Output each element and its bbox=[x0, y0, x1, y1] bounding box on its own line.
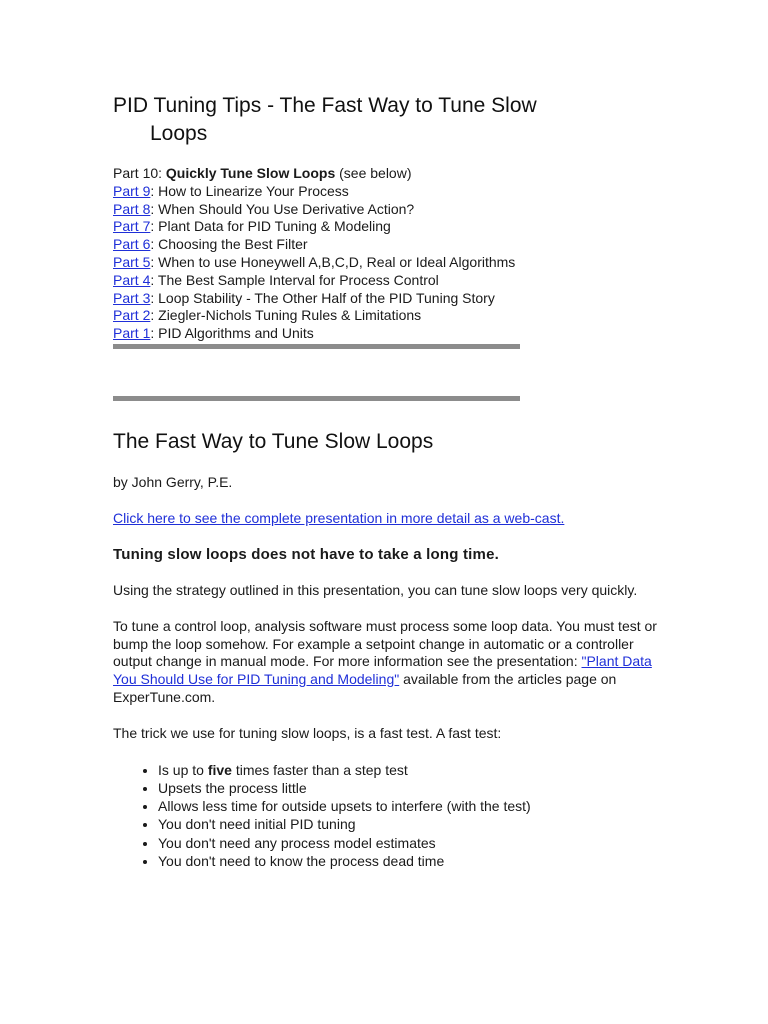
current-part-title: Quickly Tune Slow Loops bbox=[165, 165, 336, 181]
part-5-text: : When to use Honeywell A,B,C,D, Real or Ideal Algorithms bbox=[150, 253, 516, 270]
fast-test-benefits-list bbox=[113, 761, 673, 871]
list-item: • You don't need any process model estimates bbox=[158, 834, 673, 852]
parts-nav-current bbox=[113, 165, 673, 183]
part-5-link[interactable]: Part 5 bbox=[113, 253, 151, 270]
article-subheading: Tuning slow loops does not have to take a long time. bbox=[113, 545, 499, 563]
horizontal-divider bbox=[113, 396, 520, 401]
part-8-link[interactable]: Part 8 bbox=[113, 200, 151, 217]
part-6-text: : Choosing the Best Filter bbox=[150, 236, 308, 253]
paragraph-analysis-text: To tune a control loop, analysis software must process some loop data. You must test or bump the loop somehow. For example a setpoint change in automatic or a controller output change in manual mode. For more information see the presentation: bbox=[113, 617, 657, 670]
webcast-link[interactable]: Click here to see the complete presentation in more detail as a web-cast. bbox=[113, 509, 565, 526]
page-title bbox=[113, 92, 673, 148]
part-2-link[interactable]: Part 2 bbox=[113, 307, 151, 324]
current-part-suffix: (see below) bbox=[335, 165, 412, 181]
list-item-bold-text: five bbox=[207, 761, 232, 778]
paragraph-analysis-text-end: available from the articles page on ExperTune.com. bbox=[113, 671, 617, 705]
parts-nav-item-8 bbox=[113, 201, 673, 219]
list-item bbox=[158, 761, 673, 779]
article-heading: The Fast Way to Tune Slow Loops bbox=[113, 429, 434, 453]
parts-nav-item-1 bbox=[113, 325, 673, 343]
part-7-link[interactable]: Part 7 bbox=[113, 218, 151, 235]
part-4-link[interactable]: Part 4 bbox=[113, 271, 151, 288]
part-7-text: : Plant Data for PID Tuning & Modeling bbox=[150, 218, 391, 235]
list-item: • You don't need to know the process dead time bbox=[158, 852, 673, 870]
article-byline: by John Gerry, P.E. bbox=[113, 473, 233, 490]
parts-nav-item-5 bbox=[113, 254, 673, 272]
parts-nav-item-4 bbox=[113, 272, 673, 290]
list-item: • You don't need initial PID tuning bbox=[158, 815, 673, 833]
paragraph-fast-test: The trick we use for tuning slow loops, is a fast test. A fast test: bbox=[113, 724, 502, 741]
parts-nav-item-7 bbox=[113, 218, 673, 236]
part-6-link[interactable]: Part 6 bbox=[113, 236, 151, 253]
paragraph-analysis bbox=[113, 618, 661, 707]
plant-data-presentation-link[interactable]: "Plant Data You Should Use for PID Tuning and Modeling" bbox=[113, 653, 652, 688]
part-2-text: : Ziegler-Nichols Tuning Rules & Limitations bbox=[150, 307, 422, 324]
list-item: • Upsets the process little bbox=[158, 779, 673, 797]
part-1-link[interactable]: Part 1 bbox=[113, 325, 151, 342]
list-item-text: Is up to bbox=[158, 761, 208, 778]
part-1-text: : PID Algorithms and Units bbox=[150, 325, 314, 342]
parts-nav-item-3 bbox=[113, 290, 673, 308]
document-page bbox=[113, 92, 673, 870]
webcast-paragraph bbox=[113, 509, 673, 527]
part-4-text: : The Best Sample Interval for Process Control bbox=[150, 271, 439, 288]
part-3-link[interactable]: Part 3 bbox=[113, 289, 151, 306]
paragraph-strategy: Using the strategy outlined in this presentation, you can tune slow loops very quickly. bbox=[113, 581, 638, 598]
page-title-line1: PID Tuning Tips - The Fast Way to Tune Slow bbox=[113, 94, 537, 117]
parts-nav-item-6 bbox=[113, 236, 673, 254]
list-item: • Allows less time for outside upsets to interfere (with the test) bbox=[158, 797, 673, 815]
part-9-link[interactable]: Part 9 bbox=[113, 182, 151, 199]
current-part-prefix: Part 10: bbox=[113, 165, 166, 181]
part-3-text: : Loop Stability - The Other Half of the PID Tuning Story bbox=[150, 289, 495, 306]
parts-nav-item-9 bbox=[113, 183, 673, 201]
page-title-line2: Loops bbox=[150, 122, 208, 145]
list-item-text: times faster than a step test bbox=[231, 761, 408, 778]
parts-nav bbox=[113, 165, 673, 343]
part-8-text: : When Should You Use Derivative Action? bbox=[150, 200, 415, 217]
parts-nav-item-2 bbox=[113, 307, 673, 325]
horizontal-divider bbox=[113, 344, 520, 349]
part-9-text: : How to Linearize Your Process bbox=[150, 182, 349, 199]
